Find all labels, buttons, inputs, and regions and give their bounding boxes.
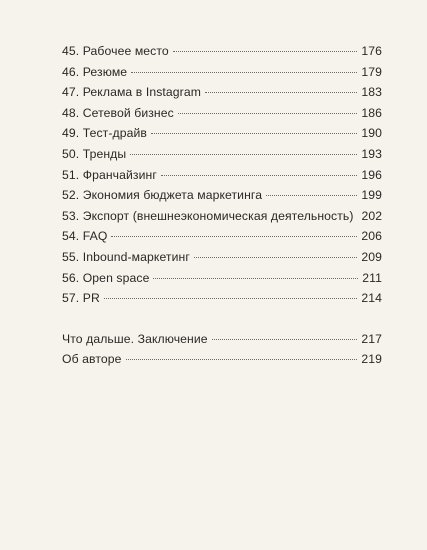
toc-entry-page: 196 bbox=[361, 167, 382, 182]
toc-entry[interactable] bbox=[62, 147, 382, 168]
toc-entry-page: 209 bbox=[361, 249, 382, 264]
toc-entry-page: 219 bbox=[361, 352, 382, 367]
toc-entry-title: 52. Экономия бюджета маркетинга bbox=[62, 188, 263, 203]
toc-entry[interactable] bbox=[62, 188, 382, 209]
toc-entry-page: 217 bbox=[361, 331, 382, 346]
dot-leader bbox=[111, 236, 357, 237]
toc-entry-page: 179 bbox=[361, 64, 382, 79]
toc-entry-title: 56. Open space bbox=[62, 270, 150, 285]
dot-leader bbox=[178, 113, 358, 114]
toc-entry-title: 49. Тест-драйв bbox=[62, 126, 147, 141]
toc-entry[interactable] bbox=[62, 229, 382, 250]
toc-entry[interactable] bbox=[62, 65, 382, 86]
table-of-contents bbox=[62, 44, 382, 373]
dot-leader bbox=[266, 195, 357, 196]
toc-entry[interactable] bbox=[62, 291, 382, 312]
toc-entry-page: 193 bbox=[361, 146, 382, 161]
toc-entry-page: 186 bbox=[361, 105, 382, 120]
dot-leader bbox=[194, 257, 357, 258]
toc-entry[interactable] bbox=[62, 168, 382, 189]
toc-entry-title: Об авторе bbox=[62, 352, 122, 367]
dot-leader bbox=[205, 92, 357, 93]
toc-entry-title: 54. FAQ bbox=[62, 229, 108, 244]
toc-entry-conclusion[interactable] bbox=[62, 332, 382, 353]
toc-entry[interactable] bbox=[62, 209, 382, 230]
toc-entry-title: 46. Резюме bbox=[62, 64, 128, 79]
toc-entry[interactable] bbox=[62, 126, 382, 147]
dot-leader bbox=[212, 339, 358, 340]
toc-entry-page: 202 bbox=[361, 208, 383, 223]
toc-entry-page: 211 bbox=[362, 270, 382, 285]
toc-entry-about-author[interactable] bbox=[62, 352, 382, 373]
toc-entry-title: 57. PR bbox=[62, 291, 100, 306]
dot-leader bbox=[153, 278, 358, 279]
toc-entry[interactable] bbox=[62, 85, 382, 106]
dot-leader bbox=[173, 51, 358, 52]
toc-entry-title: 47. Реклама в Instagram bbox=[62, 85, 201, 100]
toc-entry[interactable] bbox=[62, 271, 382, 292]
toc-entry-title: 50. Тренды bbox=[62, 146, 127, 161]
toc-entry-page: 214 bbox=[361, 291, 382, 306]
dot-leader bbox=[131, 72, 357, 73]
toc-entry-page: 206 bbox=[361, 229, 382, 244]
toc-entry-title: 51. Франчайзинг bbox=[62, 167, 157, 182]
dot-leader bbox=[126, 359, 358, 360]
toc-entry-title: 55. Inbound-маркетинг bbox=[62, 249, 190, 264]
toc-entry-title: 53. Экспорт (внешнеэкономическая деятельность) bbox=[62, 208, 354, 223]
toc-entry-title: 48. Сетевой бизнес bbox=[62, 105, 174, 120]
toc-entry[interactable] bbox=[62, 106, 382, 127]
dot-leader bbox=[151, 133, 357, 134]
dot-leader bbox=[161, 175, 357, 176]
dot-leader bbox=[130, 154, 357, 155]
dot-leader bbox=[104, 298, 358, 299]
section-spacer bbox=[62, 312, 382, 332]
toc-entry[interactable] bbox=[62, 44, 382, 65]
toc-entry-page: 199 bbox=[361, 188, 382, 203]
toc-entry-title: 45. Рабочее место bbox=[62, 44, 169, 58]
toc-entry-page: 190 bbox=[361, 126, 382, 141]
toc-entry-page: 176 bbox=[361, 44, 382, 58]
toc-entry-title: Что дальше. Заключение bbox=[62, 331, 208, 346]
toc-entry[interactable] bbox=[62, 250, 382, 271]
toc-entry-page: 183 bbox=[361, 85, 382, 100]
